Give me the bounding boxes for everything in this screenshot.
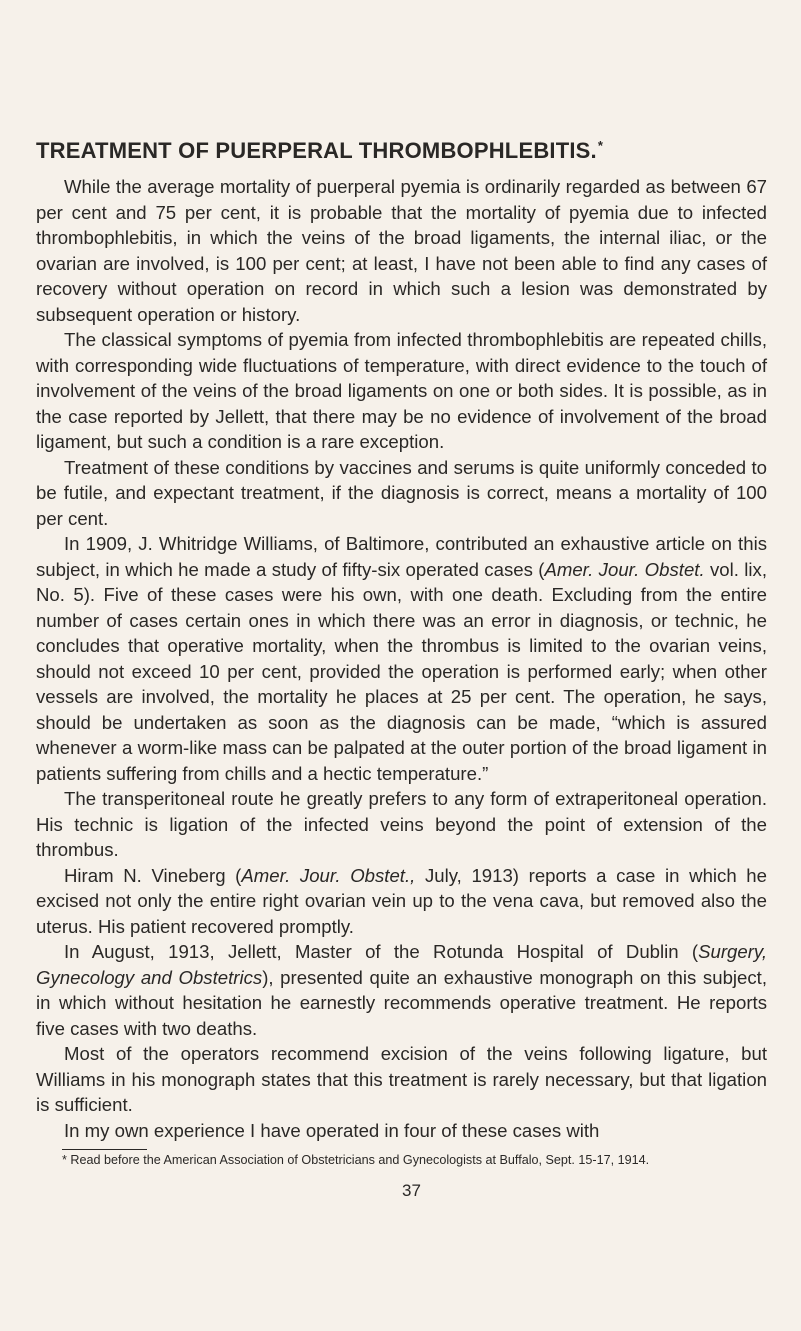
paragraph-2-text: The classical symptoms of pyemia from infected thrombophlebitis are repeated chills, with corresponding wide fluctuations of temperature, with direct evidence to the touch of involvement of the veins of the broad ligaments on one or both sides. It is possible, as in the case reported by Jellett, that there may be no evidence of involvement of the broad ligament, but such a condition is a rare exception.	[36, 329, 767, 452]
article-body	[36, 174, 767, 1143]
paragraph-4-text-b: vol. lix, No. 5). Five of these cases were his own, with one death. Excluding from the entire number of cases certain ones in which there was an error in diagnosis, or technic, he concludes that operative mortality, when the thrombus is limited to the ovarian veins, should not exceed 10 per cent, provided the operation is performed early; when other vessels are involved, the mortality he places at 25 per cent. The operation, he says, should be undertaken as soon as the diagnosis can be made, “which is assured whenever a worm-like mass can be palpated at the outer portion of the broad ligament in patients suffering from chills and a hectic temperature.”	[36, 558, 767, 784]
paragraph-4	[36, 531, 767, 786]
paragraph-7	[36, 939, 767, 1041]
paragraph-5	[36, 786, 767, 863]
paragraph-9-text: In my own experience I have operated in four of these cases with	[64, 1119, 600, 1141]
paragraph-3-text: Treatment of these conditions by vaccines and serums is quite uniformly conceded to be futile, and expectant treatment, if the diagnosis is correct, means a mortality of 100 per cent.	[36, 456, 767, 529]
paragraph-7-text-b: ), presented quite an exhaustive monograph on this subject, in which without hesitation he earnestly recommends operative treatment. He reports five cases with two deaths.	[36, 966, 768, 1039]
paragraph-6-text-a: Hiram N. Vineberg (	[64, 864, 242, 886]
article-title-text: TREATMENT OF PUERPERAL THROMBOPHLEBITIS.	[36, 138, 597, 163]
paragraph-8-text: Most of the operators recommend excision of the veins following ligature, but Williams in his monograph states that this treatment is rarely necessary, but that ligation is sufficient.	[36, 1043, 767, 1115]
paragraph-8	[36, 1041, 767, 1118]
footnote	[36, 1153, 767, 1167]
paragraph-6-text-b: July, 1913) reports a case in which he excised not only the entire right ovarian vein up to the vena cava, but removed also the uterus. His patient recovered promptly.	[36, 864, 767, 937]
citation-amer-jour-obstet: Amer. Jour. Obstet.	[544, 558, 705, 580]
paragraph-3	[36, 455, 767, 532]
paragraph-1-text: While the average mortality of puerperal pyemia is ordinarily regarded as between 67 per cent and 75 per cent, it is probable that the mortality of pyemia due to infected thrombophlebitis, in which the veins of the broad ligaments, the internal iliac, or the ovarian are involved, is 100 per cent; at least, I have not been able to find any cases of recovery without operation on record in which such a lesion was demonstrated by subsequent operation or history.	[36, 176, 767, 325]
paragraph-1	[36, 174, 767, 327]
paragraph-6	[36, 863, 767, 940]
paragraph-5-text: The transperitoneal route he greatly prefers to any form of extraperitoneal operation. His technic is ligation of the infected veins beyond the point of extension of the thrombus.	[36, 788, 767, 860]
citation-amer-jour-obstet-1913: Amer. Jour. Obstet.,	[241, 864, 416, 886]
footnote-text: * Read before the American Association of Obstetricians and Gynecologists at Buffalo, Sept. 15-17, 1914.	[62, 1153, 650, 1167]
footnote-marker: *	[597, 138, 604, 153]
article-title	[36, 133, 767, 164]
page-number: 37	[402, 1181, 421, 1200]
paragraph-9	[36, 1118, 767, 1144]
citation-surgery-gynecology-obstetrics: Surgery, Gynecology and Obstetrics	[36, 941, 767, 988]
footnote-divider	[62, 1149, 147, 1150]
paragraph-7-text-a: In August, 1913, Jellett, Master of the Rotunda Hospital of Dublin (	[64, 941, 699, 962]
paragraph-2	[36, 327, 767, 455]
paragraph-4-text-a: In 1909, J. Whitridge Williams, of Baltimore, contributed an exhaustive article on this subject, in which he made a study of fifty-six operated cases (	[36, 533, 767, 580]
